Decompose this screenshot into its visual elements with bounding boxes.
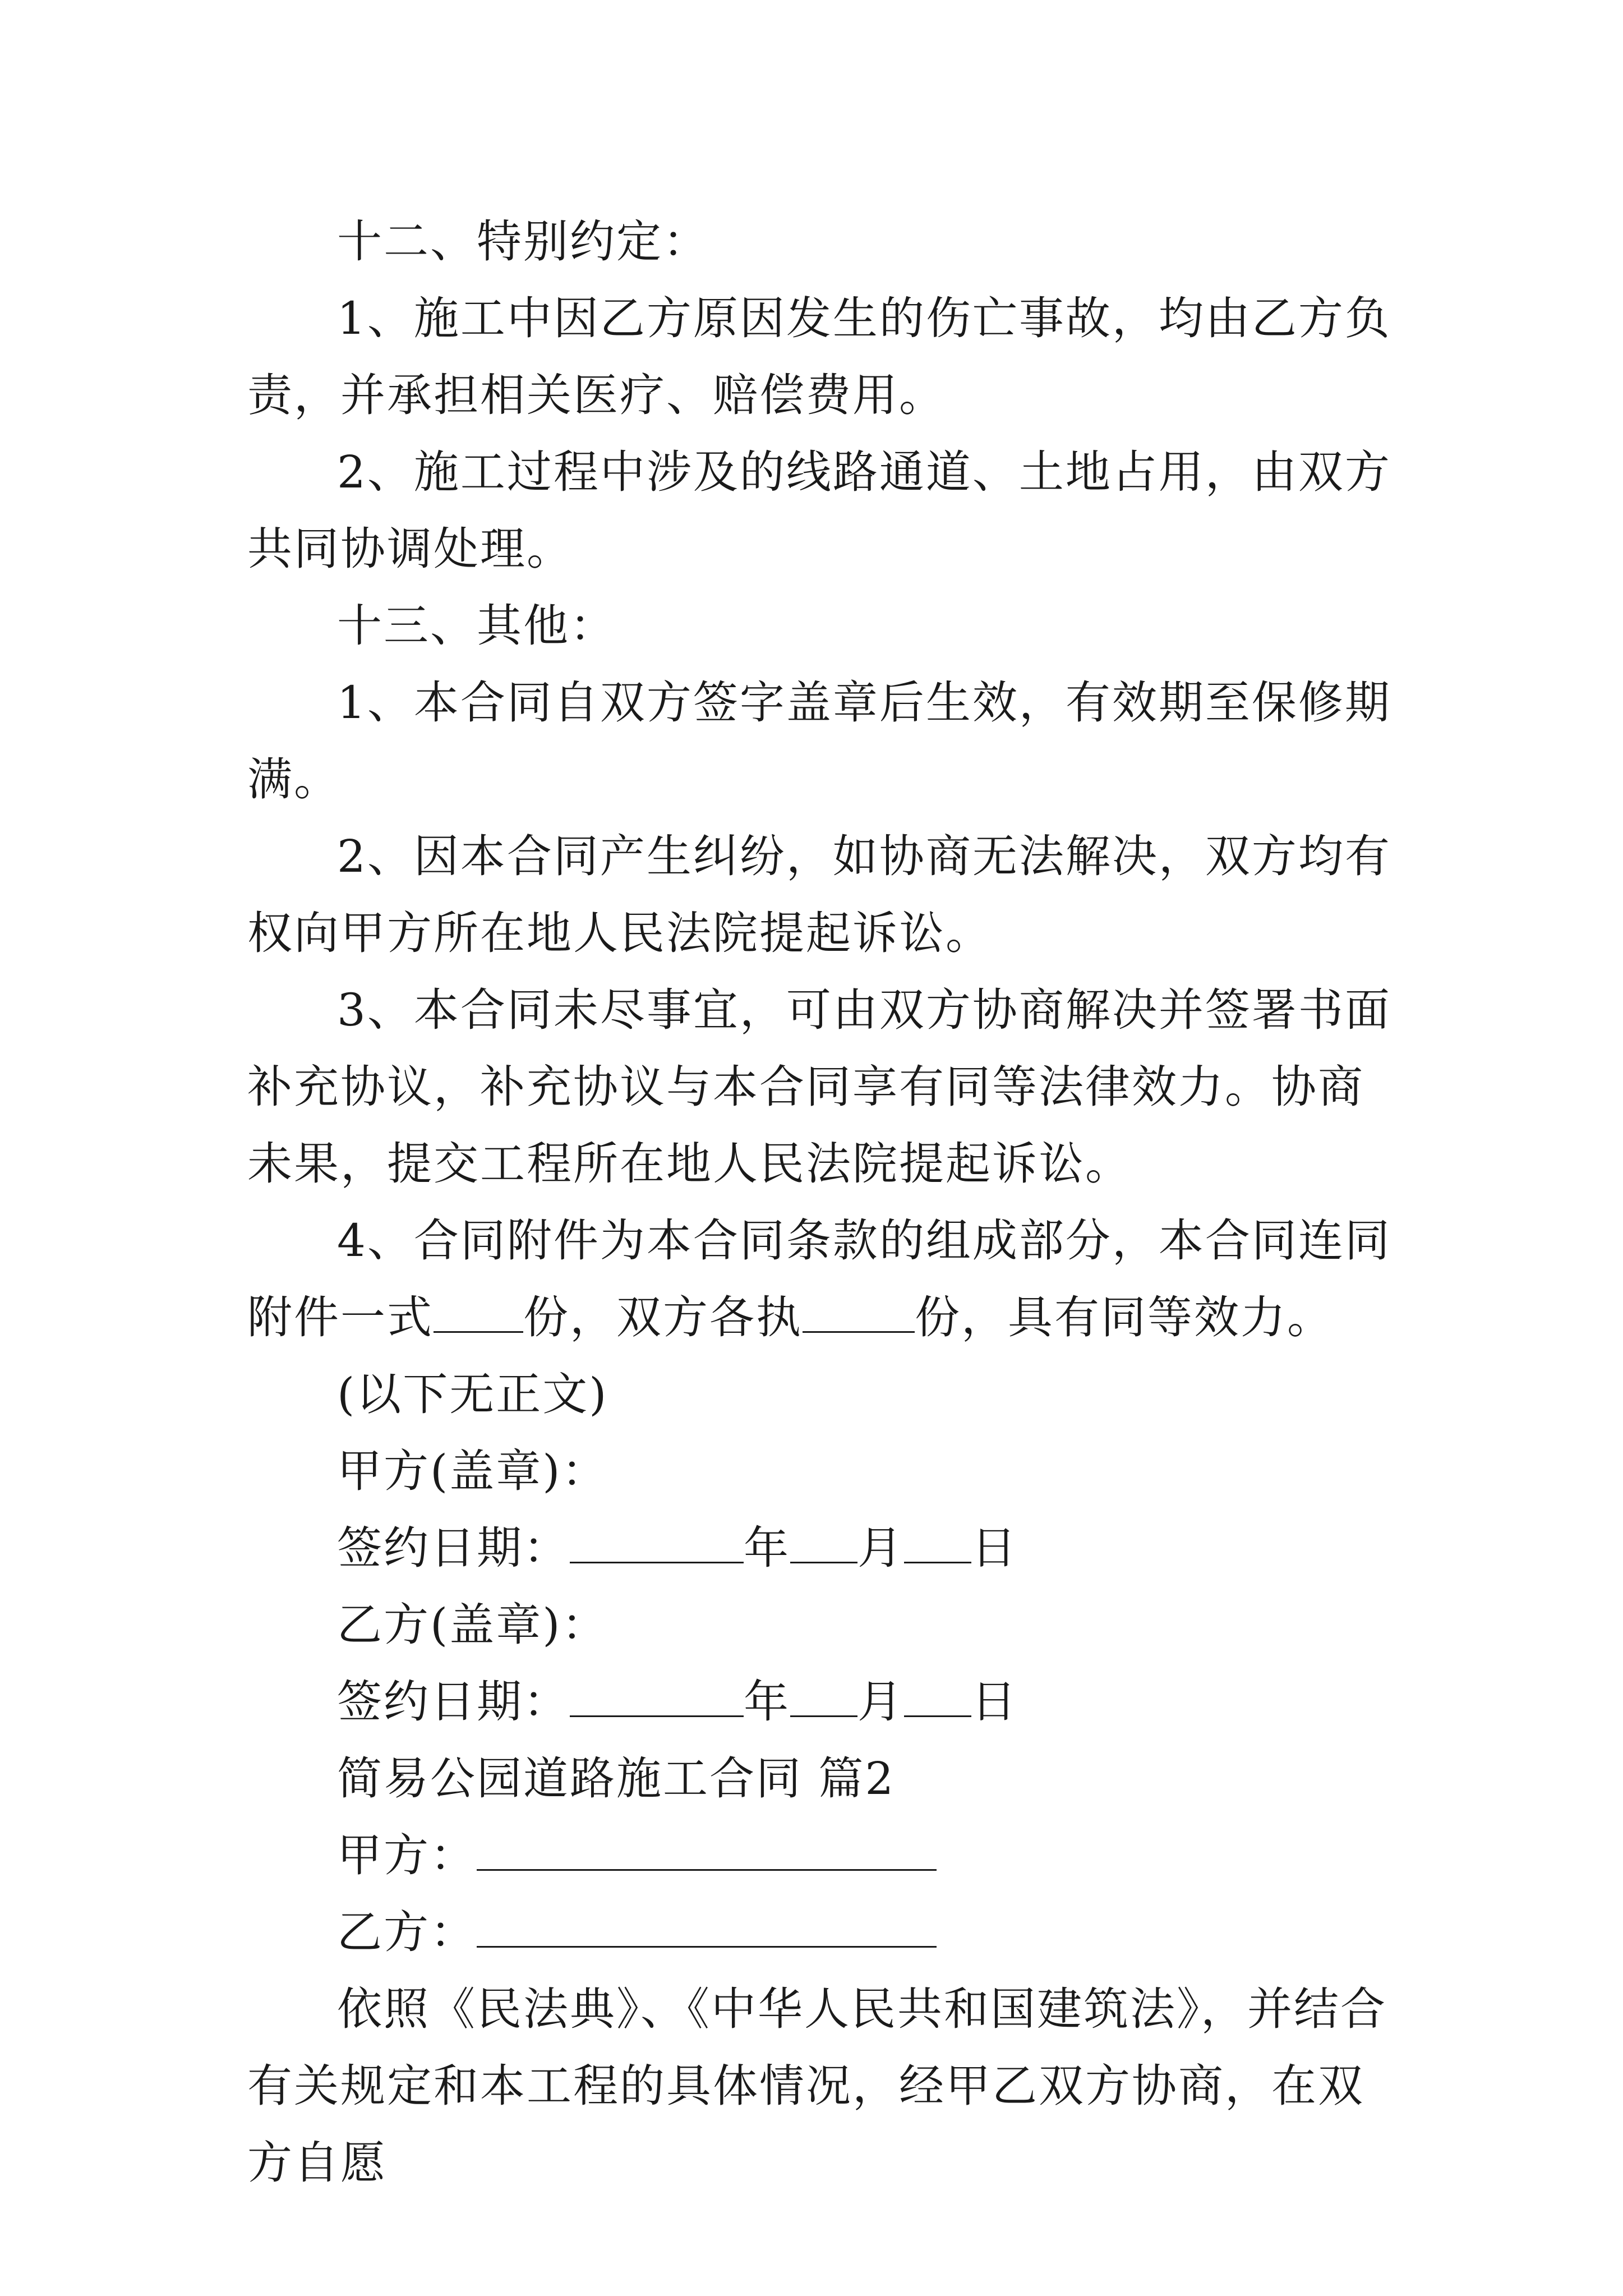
party-a-blank	[477, 1828, 937, 1871]
year-label: 年	[744, 1676, 790, 1728]
party-b-sign-date	[247, 1663, 1397, 1740]
party-a-sign-date	[247, 1510, 1397, 1586]
no-text-below: (以下无正文)	[337, 1368, 608, 1420]
sign-date-label: 签约日期：	[337, 1676, 570, 1728]
year-blank	[570, 1674, 744, 1717]
party-b-label: 乙方：	[337, 1906, 477, 1958]
item-4-text-a: 4、合同附件为本合同条款的组成部分，本合同连同附件一式	[247, 1214, 1391, 1343]
section-13-item-4	[247, 1202, 1397, 1356]
party-a-label: 甲方：	[337, 1829, 477, 1881]
item-4-text-c: 份，具有同等效力。	[915, 1291, 1334, 1343]
party-b-seal: 乙方(盖章)：	[337, 1599, 608, 1651]
copies-total-blank	[434, 1290, 523, 1333]
year-blank	[570, 1520, 744, 1563]
party-b-line	[247, 1894, 1397, 1971]
party-a-seal: 甲方(盖章)：	[337, 1445, 608, 1497]
day-label: 日	[971, 1522, 1018, 1574]
month-blank	[790, 1520, 857, 1563]
intro-paragraph: 依照《民法典》、《中华人民共和国建筑法》，并结合有关规定和本工程的具体情况，经甲乙双方协商，在双方自愿	[247, 1983, 1387, 2189]
month-label: 月	[857, 1522, 904, 1574]
section-12-item-1: 1、施工中因乙方原因发生的伤亡事故，均由乙方负责，并承担相关医疗、赔偿费用。	[247, 292, 1391, 421]
party-a-line	[247, 1817, 1397, 1894]
party-b-blank	[477, 1904, 937, 1948]
section-13-item-2: 2、因本合同产生纠纷，如协商无法解决，双方均有权向甲方所在地人民法院提起诉讼。	[247, 830, 1391, 959]
sign-date-label: 签约日期：	[337, 1522, 570, 1574]
section-13-heading: 十三、其他：	[337, 600, 616, 652]
day-blank	[904, 1674, 971, 1717]
month-label: 月	[857, 1676, 904, 1728]
item-4-text-b: 份，双方各执	[523, 1291, 803, 1343]
section-12-item-2: 2、施工过程中涉及的线路通道、土地占用，由双方共同协调处理。	[247, 446, 1391, 575]
contract-body	[247, 203, 1397, 2201]
section-13-item-3: 3、本合同未尽事宜，可由双方协商解决并签署书面补充协议，补充协议与本合同享有同等法律效力。协商未果，提交工程所在地人民法院提起诉讼。	[247, 984, 1391, 1190]
day-label: 日	[971, 1676, 1018, 1728]
day-blank	[904, 1520, 971, 1563]
month-blank	[790, 1674, 857, 1717]
year-label: 年	[744, 1522, 790, 1574]
copies-each-blank	[803, 1290, 915, 1333]
section-13-item-1: 1、本合同自双方签字盖章后生效，有效期至保修期满。	[247, 677, 1391, 806]
section-2-title: 简易公园道路施工合同 篇2	[337, 1752, 896, 1805]
section-12-heading: 十二、特别约定：	[337, 215, 709, 268]
